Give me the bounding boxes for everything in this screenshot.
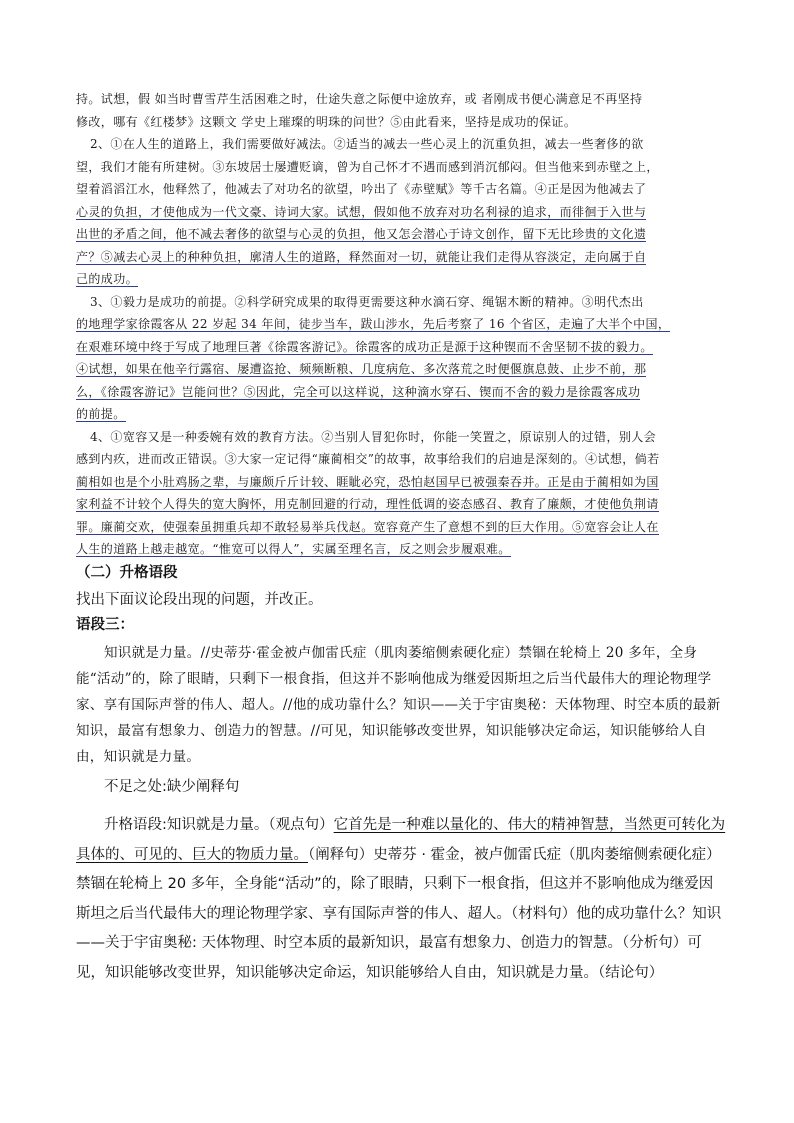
section-title: （二）升格语段 <box>76 565 178 581</box>
underlined-text: ④试想，如果在他辛行露宿、屡遭盗抢、频频断粮、几度病危、多次落荒之时便偃旗息鼓、止步不前，那 <box>76 362 647 376</box>
underlined-text: 在艰难环境中终于写成了地理巨著《徐霞客游记》。徐霞客的成功正是源于这种锲而不舍坚韧不拔的毅力。 <box>76 339 653 354</box>
underlined-text: 己的成功。 <box>76 272 139 286</box>
handwritten-line <box>76 493 726 516</box>
handwritten-line: 3、①毅力是成功的前提。②科学研究成果的取得更需要这种水滴石穿、绳锯木断的精神。③明代杰出 <box>90 294 644 309</box>
handwritten-line <box>76 223 726 246</box>
handwritten-line <box>76 538 726 561</box>
underlined-text: 出世的矛盾之间，他不减去奢侈的欲望与心灵的负担，他又怎会潜心于诗文创作，留下无比珍贵的文化遗 <box>76 227 647 241</box>
underlined-text: 产？⑤减去心灵上的种种负担，廓清人生的道路，释然面对一切，就能让我们走得从容淡定，走向属于自 <box>76 249 647 264</box>
handwritten-block <box>76 88 726 561</box>
upgrade-text: 升格语段:知识就是力量。（观点句） <box>104 817 334 833</box>
underlined-text: 家利益不计较个人得失的宽大胸怀，用克制回避的行动，理性低调的姿态感召、教育了廉颇，才使他负荆请 <box>76 497 659 511</box>
handwritten-line <box>76 336 726 359</box>
handwritten-line <box>76 268 726 291</box>
upgraded-paragraph-text <box>76 811 726 988</box>
underlined-text: 蔺相如也是个小肚鸡肠之辈，与廉颇斤斤计较、睚眦必究，恐怕赵国早已被强秦吞并。正是由于蔺相如为国 <box>76 474 659 489</box>
handwritten-line <box>76 246 726 269</box>
handwritten-line <box>76 403 726 426</box>
underlined-text: 的地理学家徐霞客从 22 岁起 34 年间，徒步当车，跋山涉水，先后考察了 16 个省区，走遍了大半个中国， <box>76 317 671 331</box>
underlined-text: 罪。廉蔺交欢，使强秦虽拥重兵却不敢轻易举兵伐赵。宽容竟产生了意想不到的巨大作用。⑤宽容会让人在 <box>76 519 659 534</box>
handwritten-line <box>76 381 726 404</box>
deficiency-note: 不足之处:缺少阐释句 <box>104 779 240 795</box>
handwritten-line: 持。试想，假 如当时曹雪芹生活困难之时，仕途失意之际便中途放弃，或 者刚成书便心满意足不再坚持 <box>76 92 643 106</box>
handwritten-line: 感到内疚，进而改正错误。③大家一定记得“廉蔺相交”的故事，故事给我们的启迪是深刻的。④试想，倘若 <box>76 452 660 466</box>
handwritten-line: 2、①在人生的道路上，我们需要做好减法。②适当的减去一些心灵上的沉重负担，减去一些奢侈的欲 <box>90 137 644 151</box>
handwritten-line: 望着滔滔江水，他释然了，他减去了对功名的欲望，吟出了《赤壁赋》等千古名篇。④正是因为他减去了 <box>76 182 647 196</box>
paragraph-label: 语段三： <box>76 617 134 633</box>
handwritten-line: 修改，哪有《红楼梦》这颗文 学史上璀璨的明珠的问世？⑤由此看来，坚持是成功的保证。 <box>76 114 577 129</box>
original-paragraph-text: 知识就是力量。//史蒂芬·霍金被卢伽雷氏症（肌肉萎缩侧索硬化症）禁锢在轮椅上 20 多年，全身能“活动”的，除了眼睛，只剩下一根食指，但这并不影响他成为继爱因斯坦之后当代最伟大的理论物理学家、享有国际声誉的伟人、超人。//他的成功靠什么？知识——关于宇宙奥秘：天体物理、时空本质的最新知识，最富有想象力、创造力的智慧。//可见，知识能够改变世界，知识能够决定命运，知识能够给人自由，知识就是力量。 <box>76 645 721 765</box>
underlined-text: 的前提。 <box>76 407 126 421</box>
handwritten-line <box>76 471 726 494</box>
underlined-text: 人生的道路上越走越宽。“惟宽可以得人”，实属至理名言，反之则会步履艰难。 <box>76 542 511 556</box>
handwritten-line <box>76 201 726 224</box>
instruction-text: 找出下面议论段出现的问题，并改正。 <box>76 592 323 608</box>
original-paragraph <box>76 640 722 770</box>
handwritten-line <box>76 516 726 539</box>
handwritten-line <box>76 313 726 336</box>
underlined-text: 么，《徐霞客游记》岂能问世？⑤因此，完全可以这样说，这种滴水穿石、锲而不舍的毅力是徐霞客成功 <box>76 384 641 399</box>
handwritten-line <box>76 358 726 381</box>
handwritten-line: 4、①宽容又是一种委婉有效的教育方法。②当别人冒犯你时，你能一笑置之，原谅别人的过错，别人会 <box>90 429 657 444</box>
handwritten-line: 望，我们才能有所建树。③东坡居士屡遭贬谪，曾为自己怀才不遇而感到消沉郁闷。但当他来到赤壁之上， <box>76 159 659 174</box>
underlined-text: 它首先是一种难以量化的、伟大的精神智慧，当然更可转化为具体的、可见的、巨大的物质力量。 <box>76 817 726 863</box>
upgrade-text: （阐释句）史蒂芬 · 霍金，被卢伽雷氏症（肌肉萎缩侧索硬化症）禁锢在轮椅上 20 多年，全身能“活动”的，除了眼睛，只剩下一根食指，但这并不影响他成为继爱因斯坦之后当代最伟大的理论物理学家、享有国际声誉的伟人、超人。（材料句）他的成功靠什么？知识——关于宇宙奥秘: 天体物理、时空本质的最新知识，最富有想象力、创造力的智慧。（分析句）可见，知识能够改变世界，知识能够决定命运，知识能够给人自由，知识就是力量。（结论句） <box>76 846 722 981</box>
upgraded-paragraph <box>76 811 726 988</box>
underlined-text: 心灵的负担，才使他成为一代文豪、诗词大家。试想，假如他不放弃对功名利禄的追求，而徘徊于入世与 <box>76 204 647 219</box>
